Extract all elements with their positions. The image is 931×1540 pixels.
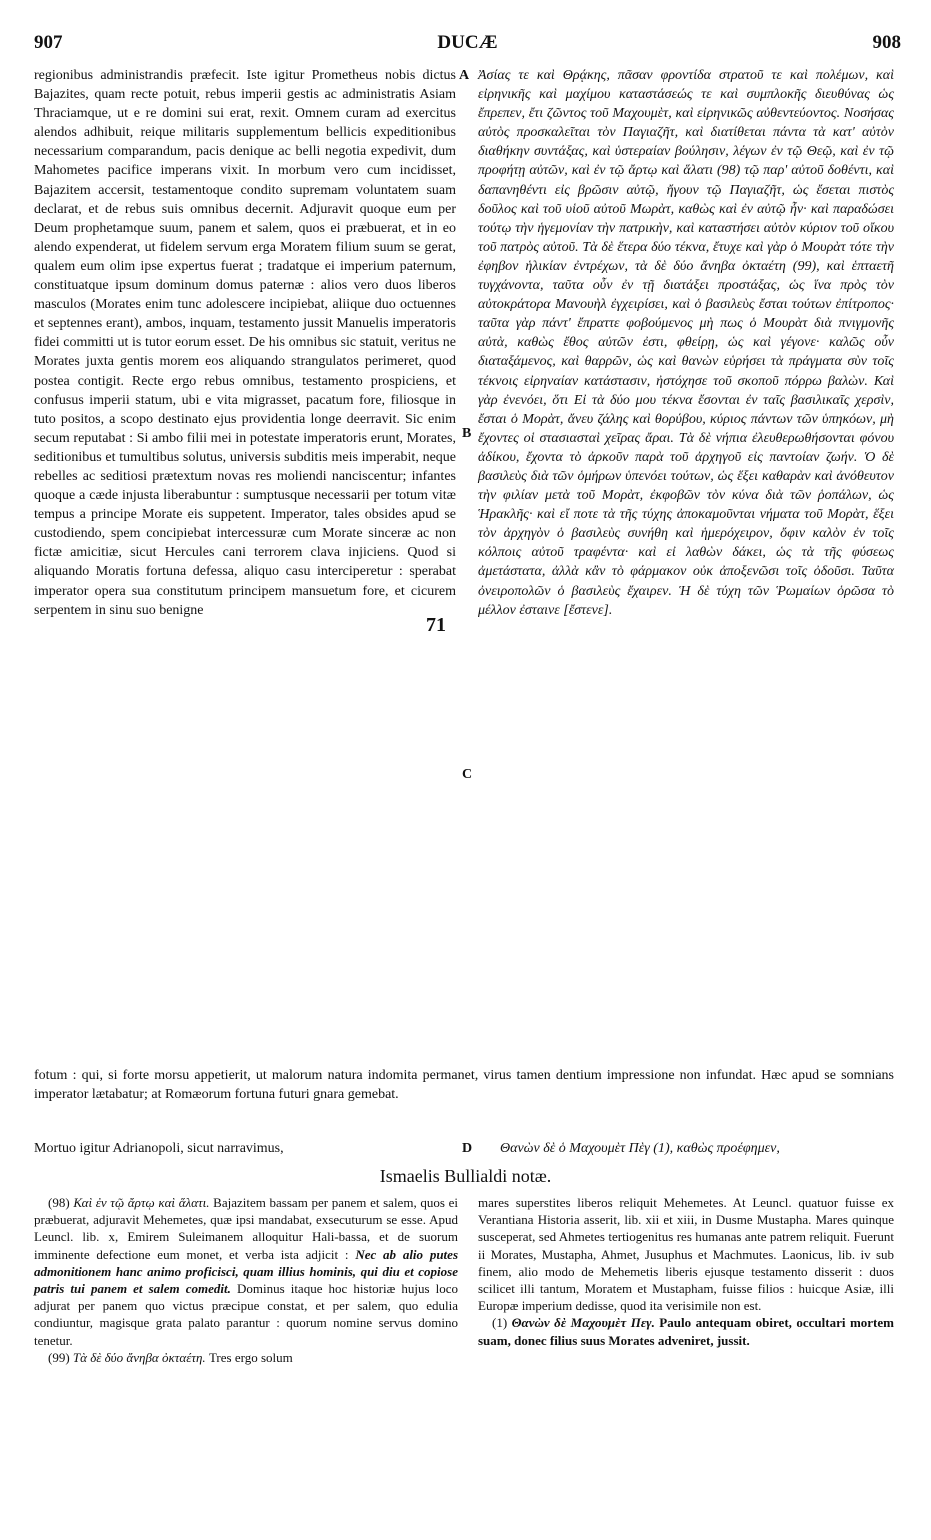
section-marker-b: B [462, 426, 472, 441]
note-1 [478, 1314, 894, 1348]
note-text: Bajazitem bassam per panem et salem, quos ei præbuerat, adjuravit Mehemetes, quæ ipsi mandabat, exsecuturum se esse. Apud Leuncl. lib. x, Emirem Suleimanem alloquitur Hali-bassa, et de suorum imminente defectione eum monet, et verba ista adjicit : [34, 1195, 458, 1262]
note-number: (98) [48, 1195, 74, 1210]
greek-column [478, 66, 894, 620]
latin-continuation [34, 1066, 894, 1104]
note-number: (1) [492, 1315, 512, 1331]
notes-left-column [34, 1194, 458, 1366]
notes-title: Ismaelis Bullialdi notæ. [379, 1166, 552, 1186]
section-marker-d: D [462, 1141, 473, 1156]
note-text: Paulo antequam obiret, occultari mortem suam, donec filius suus Morates adveniret, jussit. [478, 1315, 894, 1348]
note-99-continued [478, 1194, 894, 1314]
note-98 [34, 1194, 458, 1349]
margin-number-71: 71 [426, 614, 446, 636]
note-tail: Dominus itaque hoc historiæ hujus loco adjurat per panem quo victus præcipue constat, et per salem, quo edulia condiuntur, magisque grata palato parantur : quorum nomine servus domino tenetur. [34, 1281, 459, 1348]
latin-continuation-text: fotum : qui, si forte morsu appetierit, ut malorum natura indomita permanet, virus tamen dentium impressione non infundat. Hæc apud se somnians imperator lætabatur; at Romæorum fortuna futuri gnara gemebat. [34, 1068, 894, 1103]
resume-greek: Θανὼν δὲ ὁ Μαχουμὲτ Πὲγ (1), καθὼς προέφημεν, [500, 1141, 780, 1156]
running-header [34, 32, 901, 56]
latin-paragraph: regionibus administrandis præfecit. Iste igitur Prometheus nobis dictus Bajazites, quam recte potuit, rebus imperii gestis ac administratis Asiam Thraciamque, ut e re domini sui erat, rexit. Omnem curam ad exercitus alendos adhibuit, reique militaris supplementum bellicis expeditionibus necessarium comparandum, pacis denique ac belli negotia expedivit, dum Mahometes pacifice imperans vixit. In morbum vero cum incidisset, Bajazitem accersit, testamentoque condito supremam voluntatem suam declarat, et de rebus suis omnibus decernit. Adjuravit quoque eum per Deum prophetamque suum, panem et salem, quos ei præbuerat, et in eo alendo expenderat, ut fidelem servum erga Moratem filium suum se gerat, qualem eum olim ipse expertus fuerat ; tradatque ei imperium paternum, constituatque ipsum dominum domus paternæ : alios vero duos liberos masculos (Morates enim tunc adolescere incipiebat, aliique duo octuennes et septennes erant), ambos, inquam, testamento jussit Manuelis imperatoris fidei committi ut is tutor eorum esset. De his omnibus sic statuit, veritus ne Morates juxta gentis morem eos aliquando strangulatos perimeret, quod postea contigit. Recte ergo rebus omnibus, testamento prospiciens, et confusus imperii statum, ubi e vita migrasset, pacatum fore, filiosque in tuto positos, a scopo destinato ejus providentia longe deerravit. Sic enim secum reputabat : Si ambo filii mei in potestate imperatoris erunt, Morates, seditionibus et tumultibus solutus, universis subditis meis imperabit, neque rebelles ac seditiosi prætextum novas res moliendi nanciscentur; infantes quoque a cæde injusta liberabuntur : sumptusque necessarii per totum vitæ tempus a principe Morate eis suppetent. Imperator, tales obsides apud se custodiendo, spem concipiebat intercessuræ cum Morate sinceræ ac non fictæ amicitiæ, sicut Hercules cani terrorem clava injiciens. Quod si aliquando Moratis fortuna defessa, aliquo casu interciperetur : sperabat imperator opera sua constitutum principem mansuetum fore, et cicurem serpentem in sinu suo benigne [34, 68, 456, 618]
section-marker-c: C [462, 767, 473, 782]
section-marker-a: A [459, 68, 470, 83]
resume-latin: Mortuo igitur Adrianopoli, sicut narravimus, [34, 1141, 284, 1156]
note-quote: Nec ab alio putes admonitionem hanc animo proficisci, quam illius hominis, qui diu et copiose patris tui panem et salem comedit. [34, 1246, 459, 1297]
note-99 [34, 1349, 458, 1366]
latin-column [34, 66, 456, 620]
running-title: DUCÆ [437, 32, 498, 53]
note-lemma: Καὶ ἐν τῷ ἄρτῳ καὶ ἅλατι. [73, 1195, 210, 1210]
note-text: mares superstites liberos reliquit Mehemetes. At Leuncl. quatuor fuisse ex Verantiana Historia asserit, lib. xii et xiii, in Dusme Mustapha. Mares quinque susceperat, sed Ahmetes tertiogenitus res humanas ante patrem reliquit. Fuerunt ii Morates, Mustapha, Ahmet, Jusuphus et Machmutes. Laonicus, lib. iv sub finem, alio modo de Mehemetis liberis ejusque testamento disserit : duos scilicet illi tantum, Moratem et Mustapham, fuisse filios : huicque Asiæ, illi Europæ imperium dedisse, quod ita verisimile non est. [478, 1195, 894, 1314]
note-lemma: Τὰ δὲ δύο ἄνηβα ὀκταέτη. [72, 1349, 206, 1365]
greek-paragraph: Ἀσίας τε καὶ Θρᾴκης, πᾶσαν φροντίδα στρατοῦ τε καὶ πολέμων, καὶ εἰρηνικῆς καὶ μαχίμου καταστάσεώς τε καὶ συμπλοκῆς διευθύνας ὡς ἔπρεπεν, ἔτι ζῶντος τοῦ Μαχουμὲτ, καὶ εἰρηνικῶς αὐθεντεύοντος. Νοσήσας αὐτὸς προσκαλεῖται τὸν Παγιαζῆτ, καὶ διατίθεται πάντα τὰ κατ' αὐτὸν διαθήκην συντάξας, καὶ ὑστεραίαν βούλησιν, λέγων ἐν τῷ Θεῷ, καὶ ἐν τῷ προφήτῃ αὐτῶν, καὶ ἐν τῷ ἄρτῳ καὶ ἅλατι (98) τῷ παρ' αὐτοῦ δοθέντι, καὶ δαπανηθέντι εἰς βρῶσιν αὐτῷ, ἤγουν τῷ Παγιαζῆτ, ὡς ἔσεται πιστὸς δοῦλος καὶ τοῦ υἱοῦ αὐτοῦ Μωρὰτ, καθὼς καὶ ἐν αὐτῷ ἦν· καὶ παραδώσει τούτῳ τὴν ἡγεμονίαν τὴν πατρικὴν, καὶ καταστήσει αὐτὸν κύριον τοῦ οἴκου τοῦ πατρὸς αὐτοῦ. Τὰ δὲ ἕτερα δύο τέκνα, ἔτυχε καὶ γὰρ ὁ Μουρὰτ τότε τὴν ἐφηβον ἡλικίαν ἐντρέχων, τὰ δὲ δύο ἄνηβα ὀκταέτη (99), καὶ ἑπταετῆ τυγχάνοντα, ταῦτα οὖν ἐν τῇ διατάξει προστάξας, ὡς ἵνα πρὸς τὸν αὐτοκράτορα Μανουὴλ ἐγχειρίσει, καὶ ὁ βασιλεὺς ἔσται τούτων ἐπίτροπος· ταῦτα γὰρ πάντ' ἔπραττε φοβούμενος μὴ πως ὁ Μουρὰτ διὰ πνιγμονῆς αὐτὰ, καθὼς ἔθος αὐτῶν ἐστι, φθείρῃ, ὡς καὶ γέγονε· καλῶς οὖν διαταξάμενος, καὶ θαρρῶν, ὡς καὶ θανὼν εὑρήσει τὰ πράγματα σὺν τοῖς τέκνοις εἰρηναίαν κατάστασιν, ἠστόχησε τοῦ σκοποῦ πόρρω βαλὼν. Καὶ γὰρ ἐνενόει, ὅτι Εἰ τὰ δύο μου τέκνα ἔσονται ἐν ταῖς βασιλικαῖς χερσὶν, ἔσται ὁ Μορὰτ, ἄνευ ζάλης καὶ θορύβου, κύριος πάντων τῶν ὑπηκόων, μὴ ἔχοντες οἱ στασιασταὶ χεῖρας ἄραι. Τὰ δὲ νήπια ἐλευθερωθήσονται φόνου ἀδίκου, ἔχοντα τὸ ἀρκοῦν παρὰ τοῦ ἀρχηγοῦ εἰς παντοίαν ζωήν. Ὁ δὲ βασιλεὺς διὰ τῶν ὁμήρων ὑπενόει τούτων, ὡς ἕξει καθαρὰν καὶ ἀνόθευτον τὴν φιλίαν μετὰ τοῦ Μορὰτ, ἐκφοβῶν τὸν κύνα διὰ τῶν ῥοπάλων, ὡς Ἡρακλῆς· καὶ εἴ ποτε τὰ τῆς τύχης ἀποκαμοῦνται νήματα τοῦ Μορὰτ, ἕξει τὸν ἀρχηγὸν ὁ βασιλεὺς συνήθη καὶ ἡμερόχειρον, ὄφιν καλὸν ἐν τοῖς κόλποις αὐτοῦ τραφέντα· καὶ εἰ λαθὼν δάκει, ὡς τὰ τῆς φύσεως ἀμετάστατα, ἀλλὰ κἂν τὸ φάρμακον οὐκ ἀποξενῶσι τοῖς ὀδοῦσι. Ταῦτα ὀνειροπολῶν ὁ βασιλεὺς ἔχαιρεν. Ἡ δὲ τύχη τῶν Ῥωμαίων ὁρῶσα τὸ μέλλον ἐσταινε [ἔστενε]. [478, 68, 894, 618]
note-lemma: Θανὼν δὲ Μαχουμὲτ Πεγ. [511, 1315, 655, 1331]
page-number-left: 907 [34, 32, 63, 53]
page-number-right: 908 [872, 32, 901, 53]
note-number: (99) [48, 1349, 73, 1365]
notes-right-column [478, 1194, 894, 1349]
note-text: Tres ergo solum [205, 1349, 293, 1365]
